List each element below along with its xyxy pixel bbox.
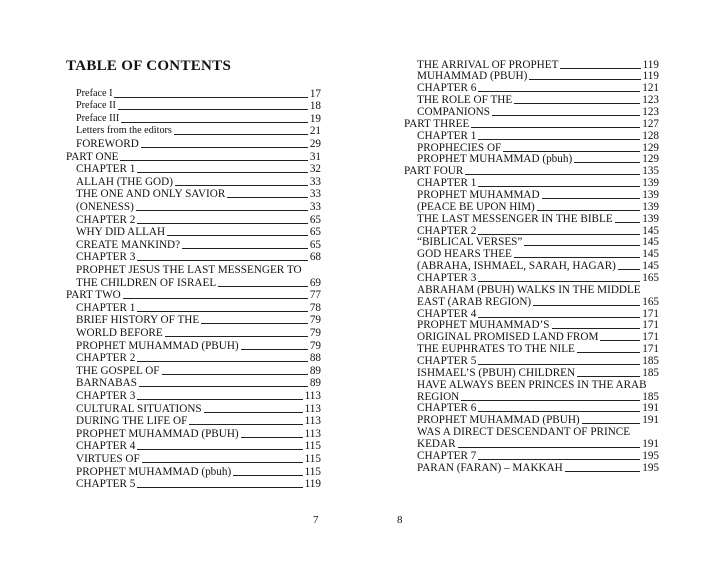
leader-line	[137, 449, 302, 450]
toc-entry-page: 171	[642, 307, 659, 320]
leader-line	[533, 305, 640, 306]
toc-entry	[417, 426, 659, 439]
toc-entry-page: 113	[304, 415, 321, 428]
toc-entry-label: (ABRAHA, ISHMAEL, SARAH, HAGAR)	[417, 260, 616, 273]
toc-entry-page: 89	[309, 364, 321, 377]
leader-line	[478, 186, 640, 187]
toc-entry	[76, 452, 321, 465]
toc-entry	[76, 226, 321, 239]
toc-entry-page: 115	[304, 440, 321, 453]
toc-entry-page: 18	[309, 100, 321, 113]
leader-line	[137, 260, 307, 261]
toc-entry	[76, 251, 321, 264]
toc-entry-page: 68	[309, 251, 321, 264]
toc-entry	[417, 188, 659, 201]
toc-entry-page: 113	[304, 389, 321, 402]
toc-entry-label: CHAPTER 7	[417, 449, 477, 462]
leader-line	[137, 311, 307, 312]
leader-line	[137, 399, 302, 400]
leader-line	[241, 349, 308, 350]
leader-line	[137, 487, 302, 488]
toc-entry	[76, 100, 321, 113]
toc-entry-label: CHAPTER 1	[76, 163, 136, 176]
toc-entry	[76, 238, 321, 251]
toc-entry	[417, 343, 659, 356]
toc-entry-label: CHAPTER 3	[76, 389, 136, 402]
toc-entry	[417, 307, 659, 320]
toc-entry	[417, 236, 659, 249]
toc-entry-label: PROPHET MUHAMMAD (pbuh)	[76, 465, 232, 478]
toc-entry-label: MUHAMMAD (PBUH)	[417, 70, 528, 83]
leader-line	[514, 103, 640, 104]
toc-entry-label: Preface III	[76, 112, 120, 124]
leader-line	[114, 97, 307, 98]
toc-entry-label: Letters from the editors	[76, 125, 172, 137]
toc-entry-page: 119	[642, 58, 659, 71]
leader-line	[136, 210, 308, 211]
toc-entry-page: 139	[642, 177, 659, 190]
leader-line	[514, 257, 640, 258]
toc-entry-label: CHAPTER 2	[76, 352, 136, 365]
toc-entry	[76, 465, 321, 478]
toc-entry-page: 113	[304, 402, 321, 415]
leader-line	[118, 109, 308, 110]
leader-line	[577, 352, 640, 353]
toc-entry-page: 129	[642, 141, 659, 154]
toc-entry-label: (PEACE BE UPON HIM)	[417, 200, 535, 213]
toc-entry	[76, 188, 321, 201]
toc-entry-label: THE ARRIVAL OF PROPHET	[417, 58, 559, 71]
toc-entry-label: PART ONE	[66, 150, 119, 163]
toc-entry-label: PROPHET MUHAMMAD’S	[417, 319, 550, 332]
leader-line	[537, 210, 640, 211]
toc-entry	[417, 331, 659, 344]
toc-entry-page: 195	[642, 461, 659, 474]
toc-entry-label: CHAPTER 2	[417, 224, 477, 237]
toc-entry-page: 171	[642, 343, 659, 356]
toc-entry	[76, 163, 321, 176]
toc-entry	[76, 377, 321, 390]
toc-entry-page: 139	[642, 188, 659, 201]
toc-entry-label: CHAPTER 6	[417, 82, 477, 95]
toc-entry-label: KEDAR	[417, 438, 456, 451]
leader-line	[201, 323, 308, 324]
toc-entry-page: 29	[309, 137, 321, 150]
leader-line	[478, 364, 640, 365]
toc-title: TABLE OF CONTENTS	[66, 58, 232, 74]
toc-entry-page: 145	[642, 260, 659, 273]
toc-entry-page: 65	[309, 213, 321, 226]
toc-entry	[76, 276, 321, 289]
toc-entry-label: THE CHILDREN OF ISRAEL	[76, 276, 217, 289]
toc-entry-page: 145	[642, 224, 659, 237]
toc-entry-label: PROPHET MUHAMMAD	[417, 188, 540, 201]
leader-line	[478, 139, 640, 140]
leader-line	[478, 459, 640, 460]
toc-entry-label: DURING THE LIFE OF	[76, 415, 188, 428]
leader-line	[142, 462, 303, 463]
toc-entry-page: 21	[309, 125, 321, 138]
toc-entry	[76, 364, 321, 377]
toc-entry-page: 171	[642, 319, 659, 332]
toc-entry-page: 32	[309, 163, 321, 176]
leader-line	[241, 437, 303, 438]
toc-entry-label: ORIGINAL PROMISED LAND FROM	[417, 331, 599, 344]
toc-entry-page: 195	[642, 449, 659, 462]
leader-line	[524, 245, 640, 246]
toc-entry	[76, 402, 321, 415]
toc-entry-page: 88	[309, 352, 321, 365]
leader-line	[121, 122, 308, 123]
toc-entry	[417, 390, 659, 403]
toc-entry-page: 139	[642, 212, 659, 225]
toc-entry	[417, 378, 659, 391]
leader-line	[503, 151, 640, 152]
toc-entry-page: 31	[309, 150, 321, 163]
toc-entry-label: PROPHET MUHAMMAD (PBUH)	[76, 427, 239, 440]
leader-line	[137, 361, 307, 362]
toc-entry	[417, 129, 659, 142]
leader-line	[560, 68, 640, 69]
toc-entry-page: 69	[309, 276, 321, 289]
toc-entry	[417, 94, 659, 107]
toc-entry-page: 145	[642, 248, 659, 261]
toc-entry-label: THE GOSPEL OF	[76, 364, 160, 377]
toc-entry	[417, 283, 659, 296]
toc-entry-label: PROPHECIES OF	[417, 141, 502, 154]
leader-line	[218, 286, 308, 287]
toc-entry	[417, 224, 659, 237]
leader-line	[233, 475, 302, 476]
toc-entry-label: Preface I	[76, 87, 113, 99]
toc-entry	[76, 415, 321, 428]
toc-entry-page: 191	[642, 438, 659, 451]
toc-entry-label: BARNABAS	[76, 377, 137, 390]
toc-entry	[76, 301, 321, 314]
toc-entry-label: FOREWORD	[76, 137, 139, 150]
toc-entry-label: EAST (ARAB REGION)	[417, 295, 532, 308]
leader-line	[141, 147, 308, 148]
toc-entry-label: CULTURAL SITUATIONS	[76, 402, 202, 415]
toc-entry-page: 165	[642, 295, 659, 308]
leader-line	[574, 162, 640, 163]
toc-entry	[417, 177, 659, 190]
toc-entry-label: THE EUPHRATES TO THE NILE	[417, 343, 575, 356]
toc-entry-page: 121	[642, 82, 659, 95]
leader-line	[542, 198, 641, 199]
toc-entry-label: VIRTUES OF	[76, 452, 140, 465]
toc-entry-page: 113	[304, 427, 321, 440]
leader-line	[471, 127, 640, 128]
toc-entry	[417, 153, 659, 166]
toc-entry	[76, 352, 321, 365]
leader-line	[478, 234, 640, 235]
toc-entry-page: 123	[642, 105, 659, 118]
leader-line	[182, 248, 308, 249]
leader-line	[137, 223, 307, 224]
toc-entry	[76, 200, 321, 213]
toc-entry-label: CHAPTER 5	[76, 478, 136, 491]
leader-line	[478, 411, 640, 412]
toc-entry-page: 79	[309, 326, 321, 339]
toc-entry-label: HAVE ALWAYS BEEN PRINCES IN THE ARAB	[417, 378, 647, 391]
toc-entry-label: THE LAST MESSENGER IN THE BIBLE	[417, 212, 613, 225]
toc-entry	[417, 70, 659, 83]
toc-entry-label: REGION	[417, 390, 460, 403]
toc-entry-label: CHAPTER 3	[76, 251, 136, 264]
toc-entry-label: THE ROLE OF THE	[417, 94, 513, 107]
toc-entry	[417, 438, 659, 451]
toc-entry-page: 77	[309, 289, 321, 302]
leader-line	[492, 115, 640, 116]
toc-entry	[76, 440, 321, 453]
toc-entry-label: WHY DID ALLAH	[76, 226, 166, 239]
right-toc-list	[364, 0, 728, 563]
toc-entry-label: ALLAH (THE GOD)	[76, 175, 173, 188]
leader-line	[165, 336, 308, 337]
toc-entry-label: CHAPTER 2	[76, 213, 136, 226]
toc-entry-page: 191	[642, 402, 659, 415]
leader-line	[552, 328, 641, 329]
leader-line	[174, 134, 308, 135]
leader-line	[227, 197, 308, 198]
toc-entry-label: CHAPTER 4	[417, 307, 477, 320]
toc-entry-page: 79	[309, 339, 321, 352]
left-page-number: 7	[313, 514, 319, 526]
toc-entry-label: PROPHET MUHAMMAD (pbuh)	[417, 153, 573, 166]
toc-entry-page: 128	[642, 129, 659, 142]
toc-entry	[417, 248, 659, 261]
toc-entry-page: 119	[642, 70, 659, 83]
toc-entry-label: CHAPTER 3	[417, 271, 477, 284]
toc-entry-page: 33	[309, 188, 321, 201]
toc-entry-page: 127	[642, 117, 659, 130]
toc-entry	[417, 355, 659, 368]
toc-entry-label: PART FOUR	[404, 165, 464, 178]
toc-entry	[417, 260, 659, 273]
toc-entry-label: WAS A DIRECT DESCENDANT OF PRINCE	[417, 426, 631, 439]
toc-entry-page: 145	[642, 236, 659, 249]
leader-line	[458, 447, 641, 448]
leader-line	[478, 281, 640, 282]
toc-entry-label: PART TWO	[66, 289, 121, 302]
toc-entry	[417, 105, 659, 118]
toc-entry-label: CHAPTER 4	[76, 440, 136, 453]
leader-line	[577, 376, 640, 377]
toc-entry-page: 115	[304, 465, 321, 478]
toc-entry	[417, 271, 659, 284]
leader-line	[615, 222, 641, 223]
leader-line	[123, 298, 308, 299]
toc-entry	[76, 427, 321, 440]
toc-entry-page: 135	[642, 165, 659, 178]
toc-entry	[417, 402, 659, 415]
toc-entry	[76, 389, 321, 402]
toc-entry-page: 171	[642, 331, 659, 344]
right-page	[364, 0, 728, 563]
toc-entry	[417, 58, 659, 71]
toc-entry-label: Preface II	[76, 100, 116, 112]
toc-entry-label: PART THREE	[404, 117, 470, 130]
toc-entry	[417, 82, 659, 95]
toc-entry-label: PROPHET MUHAMMAD (PBUH)	[76, 339, 239, 352]
leader-line	[162, 374, 308, 375]
toc-entry-page: 33	[309, 175, 321, 188]
toc-entry-label: COMPANIONS	[417, 105, 490, 118]
toc-entry-label: “BIBLICAL VERSES”	[417, 236, 523, 249]
toc-entry	[66, 150, 321, 163]
leader-line	[478, 91, 640, 92]
toc-entry	[76, 175, 321, 188]
toc-entry-page: 185	[642, 355, 659, 367]
leader-line	[120, 160, 307, 161]
toc-entry	[404, 117, 659, 130]
toc-entry-label: CHAPTER 1	[417, 129, 477, 142]
leader-line	[139, 386, 308, 387]
toc-entry	[417, 461, 659, 474]
toc-entry-label: CHAPTER 1	[76, 301, 136, 314]
leader-line	[167, 235, 308, 236]
toc-entry-page: 139	[642, 200, 659, 213]
toc-entry	[76, 137, 321, 150]
toc-entry-label: GOD HEARS THEE	[417, 248, 512, 261]
toc-entry-label: ABRAHAM (PBUH) WALKS IN THE MIDDLE	[417, 283, 641, 296]
toc-entry	[76, 125, 321, 138]
toc-entry	[66, 289, 321, 302]
right-page-number: 8	[397, 514, 403, 526]
leader-line	[461, 400, 640, 401]
toc-entry-page: 79	[309, 314, 321, 327]
toc-entry-label: CREATE MANKIND?	[76, 238, 181, 251]
toc-entry-label: ISHMAEL’S (PBUH) CHILDREN	[417, 366, 576, 379]
toc-entry-label: PROPHET JESUS THE LAST MESSENGER TO	[76, 263, 302, 276]
leader-line	[618, 269, 640, 270]
toc-entry-page: 129	[642, 153, 659, 166]
toc-entry-page: 165	[642, 271, 659, 284]
toc-entry-label: CHAPTER 1	[417, 177, 477, 190]
leader-line	[582, 423, 641, 424]
toc-entry	[404, 165, 659, 178]
toc-entry-page: 185	[642, 390, 659, 403]
toc-entry	[417, 141, 659, 154]
toc-entry-label: CHAPTER 5	[417, 355, 477, 367]
toc-entry-page: 78	[309, 301, 321, 314]
toc-entry-page: 191	[642, 414, 659, 427]
toc-entry-label: THE ONE AND ONLY SAVIOR	[76, 188, 226, 201]
leader-line	[175, 185, 308, 186]
toc-entry	[76, 263, 321, 276]
toc-entry	[76, 478, 321, 491]
toc-entry-label: (ONENESS)	[76, 200, 134, 213]
toc-entry-page: 65	[309, 226, 321, 239]
toc-entry-page: 123	[642, 94, 659, 107]
toc-entry-page: 19	[309, 112, 321, 125]
toc-entry	[76, 326, 321, 339]
toc-entry-label: WORLD BEFORE	[76, 326, 163, 339]
leader-line	[465, 174, 640, 175]
toc-entry	[417, 449, 659, 462]
leader-line	[600, 340, 640, 341]
toc-entry	[417, 366, 659, 379]
leader-line	[478, 317, 640, 318]
toc-entry	[76, 112, 321, 125]
toc-entry	[417, 212, 659, 225]
toc-entry	[76, 213, 321, 226]
toc-entry-page: 17	[309, 87, 321, 100]
toc-entry	[417, 200, 659, 213]
leader-line	[137, 172, 307, 173]
leader-line	[189, 424, 302, 425]
leader-line	[565, 471, 640, 472]
leader-line	[529, 79, 640, 80]
toc-entry	[76, 87, 321, 100]
toc-entry	[76, 339, 321, 352]
toc-entry-label: CHAPTER 6	[417, 402, 477, 415]
toc-entry	[417, 414, 659, 427]
toc-entry	[417, 319, 659, 332]
toc-entry-page: 33	[309, 200, 321, 213]
toc-entry-page: 65	[309, 238, 321, 251]
toc-entry-label: BRIEF HISTORY OF THE	[76, 314, 200, 327]
toc-entry	[76, 314, 321, 327]
toc-entry-page: 115	[304, 452, 321, 465]
toc-entry-label: PARAN (FARAN) – MAKKAH	[417, 461, 563, 474]
toc-entry-page: 185	[642, 366, 659, 379]
toc-entry-page: 119	[304, 478, 321, 491]
toc-entry-label: PROPHET MUHAMMAD (PBUH)	[417, 414, 580, 427]
toc-entry-page: 89	[309, 377, 321, 390]
leader-line	[204, 412, 303, 413]
toc-entry	[417, 295, 659, 308]
